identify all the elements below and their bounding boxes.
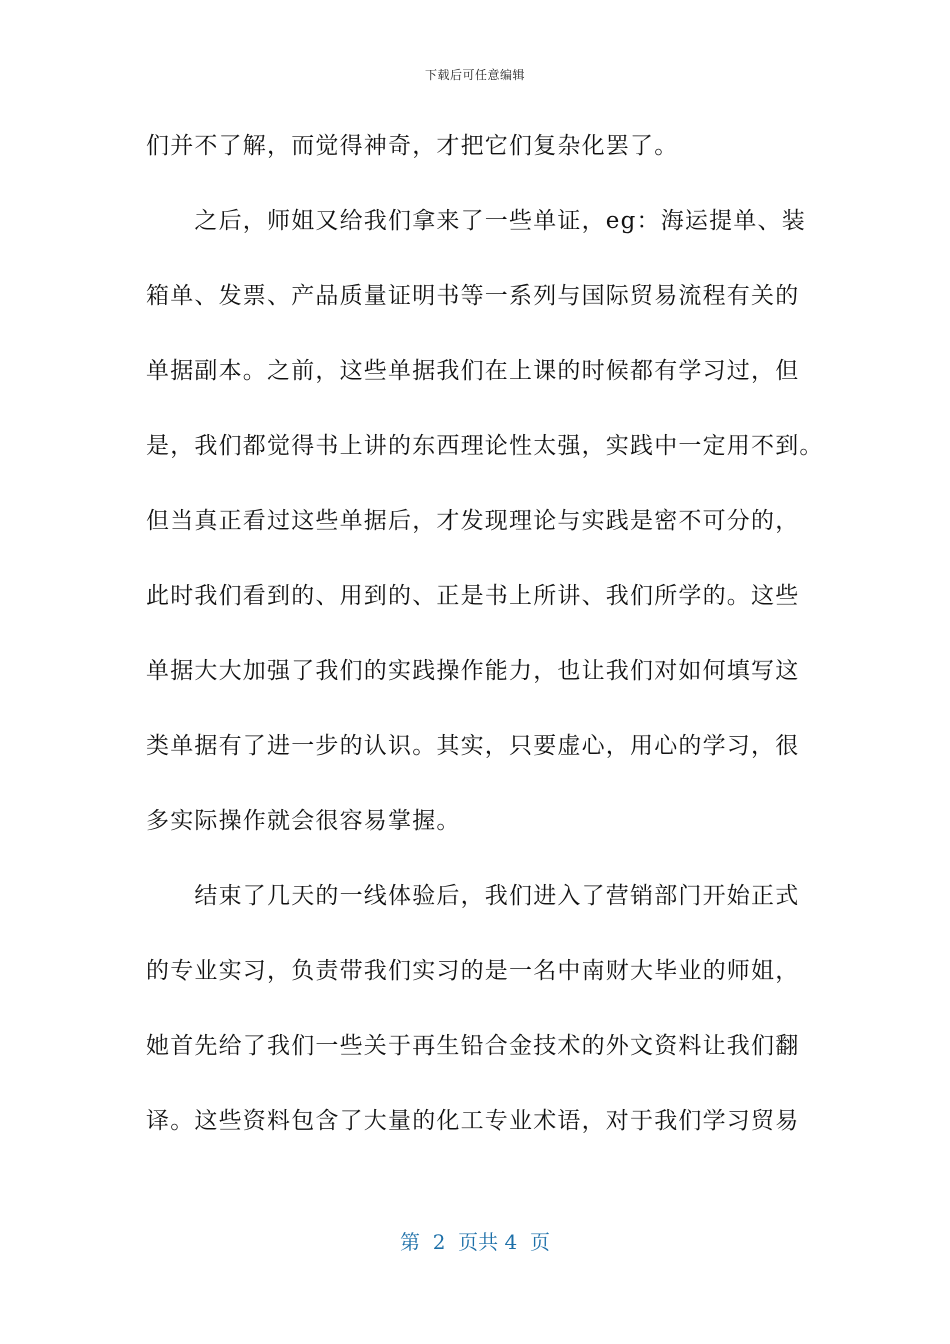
- text-line: 结束了几天的一线体验后，我们进入了营销部门开始正式: [146, 883, 800, 909]
- text-line: 的专业实习，负责带我们实习的是一名中南财大毕业的师姐，: [146, 958, 800, 984]
- text-line: 但当真正看过这些单据后，才发现理论与实践是密不可分的，: [146, 508, 800, 534]
- text-line: 类单据有了进一步的认识。其实，只要虚心，用心的学习，很: [146, 733, 800, 759]
- text-line: 单据副本。之前，这些单据我们在上课的时候都有学习过，但: [146, 358, 800, 384]
- text-line: 她首先给了我们一些关于再生铅合金技术的外文资料让我们翻: [146, 1033, 800, 1059]
- text-line: 译。这些资料包含了大量的化工专业术语，对于我们学习贸易: [146, 1108, 800, 1134]
- page-number: 第 2 页共 4 页: [400, 1230, 550, 1254]
- header-note: 下载后可任意编辑: [424, 68, 525, 82]
- text-line: 箱单、发票、产品质量证明书等一系列与国际贸易流程有关的: [146, 283, 800, 309]
- text-line: 此时我们看到的、用到的、正是书上所讲、我们所学的。这些: [146, 583, 800, 609]
- text-line: 单据大大加强了我们的实践操作能力，也让我们对如何填写这: [146, 658, 800, 684]
- text-line: 们并不了解，而觉得神奇，才把它们复杂化罢了。: [146, 133, 679, 159]
- text-line: 是，我们都觉得书上讲的东西理论性太强，实践中一定用不到。: [146, 433, 824, 459]
- text-line: 多实际操作就会很容易掌握。: [146, 808, 461, 834]
- text-line: 之后，师姐又给我们拿来了一些单证，eg：海运提单、装: [146, 208, 806, 234]
